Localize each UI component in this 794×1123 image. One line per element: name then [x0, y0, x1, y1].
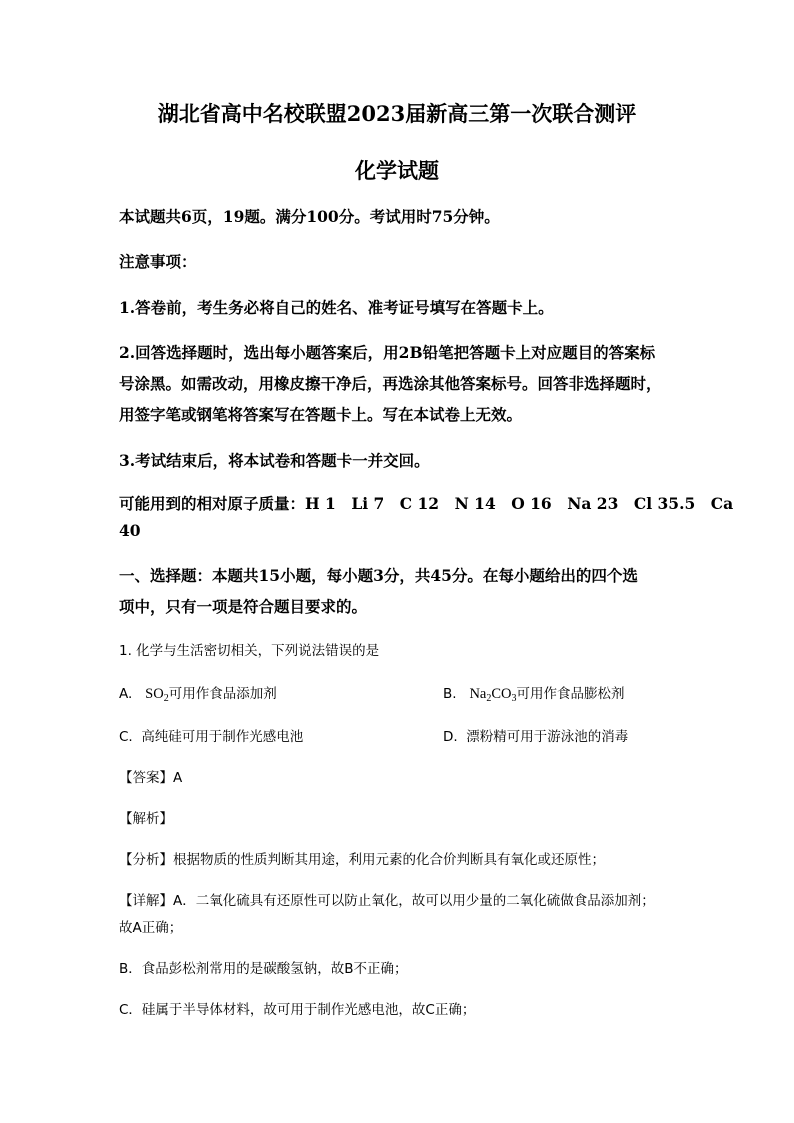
- atomic-mass-line-1: 可能用到的相对原子质量：H 1 Li 7 C 12 N 14 O 16 Na 23 Cl 35.5 Ca: [119, 494, 734, 513]
- detail-line-2: 故A正确；: [119, 920, 183, 936]
- option-d: [443, 725, 628, 745]
- notice-item-2-line-2: 号涂黑。如需改动，用橡皮擦干净后，再选涂其他答案标号。回答非选择题时，: [119, 374, 662, 393]
- notice-item-3: 3.考试结束后，将本试卷和答题卡一并交回。: [119, 451, 430, 470]
- notice-item-1: 1.答卷前，考生务必将自己的姓名、准考证号填写在答题卡上。: [119, 298, 554, 317]
- option-c-text: 高纯硅可用于制作光感电池: [141, 729, 304, 745]
- option-d-letter: D.: [443, 729, 458, 745]
- option-a-letter: A.: [119, 686, 133, 702]
- option-b-formula: $Na_2CO_3$: [469, 686, 517, 704]
- question-stem: 1. 化学与生活密切相关，下列说法错误的是: [119, 643, 380, 659]
- analysis-tag: 【分析】: [119, 852, 173, 868]
- detail-b: B．食品彭松剂常用的是碳酸氢钠，故B不正确；: [119, 961, 408, 977]
- analysis-text: 根据物质的性质判断其用途，利用元素的化合价判断具有氧化或还原性；: [173, 852, 605, 868]
- option-b-letter: B.: [443, 686, 457, 702]
- option-d-text: 漂粉精可用于游泳池的消毒: [466, 729, 629, 745]
- option-a-formula: $SO_2$: [145, 686, 169, 704]
- exam-title: 湖北省高中名校联盟2023届新高三第一次联合测评: [157, 101, 637, 126]
- notice-heading: 注意事项：: [119, 252, 197, 271]
- option-b-text: 可用作食品膨松剂: [516, 686, 625, 702]
- option-a-text: 可用作食品添加剂: [168, 686, 277, 702]
- answer-tag: 【答案】: [119, 770, 173, 786]
- analysis-line: [119, 848, 605, 868]
- answer-value: A: [173, 770, 183, 786]
- detail-text-1: A．二氧化硫具有还原性可以防止氧化，故可以用少量的二氧化硫做食品添加剂；: [173, 893, 655, 909]
- exam-summary: 本试题共6页，19题。满分100分。考试用时75分钟。: [119, 207, 500, 226]
- explanation-tag: 【解析】: [119, 811, 173, 827]
- option-c: [119, 725, 303, 745]
- detail-tag: 【详解】: [119, 893, 173, 909]
- detail-line-1: [119, 889, 655, 909]
- section-heading-line-1: 一、选择题：本题共15小题，每小题3分，共45分。在每小题给出的四个选: [119, 566, 638, 585]
- section-heading-line-2: 项中，只有一项是符合题目要求的。: [119, 597, 368, 616]
- exam-subtitle: 化学试题: [355, 158, 439, 183]
- answer-line: [119, 766, 182, 786]
- option-b: [443, 682, 625, 703]
- option-c-letter: C.: [119, 729, 133, 745]
- option-a: [119, 682, 277, 703]
- atomic-mass-line-2: 40: [119, 521, 141, 540]
- detail-c: C．硅属于半导体材料，故可用于制作光感电池，故C正确；: [119, 1002, 476, 1018]
- notice-item-2-line-3: 用签字笔或钢笔将答案写在答题卡上。写在本试卷上无效。: [119, 405, 523, 424]
- notice-item-2-line-1: 2.回答选择题时，选出每小题答案后，用2B铅笔把答题卡上对应题目的答案标: [119, 343, 656, 362]
